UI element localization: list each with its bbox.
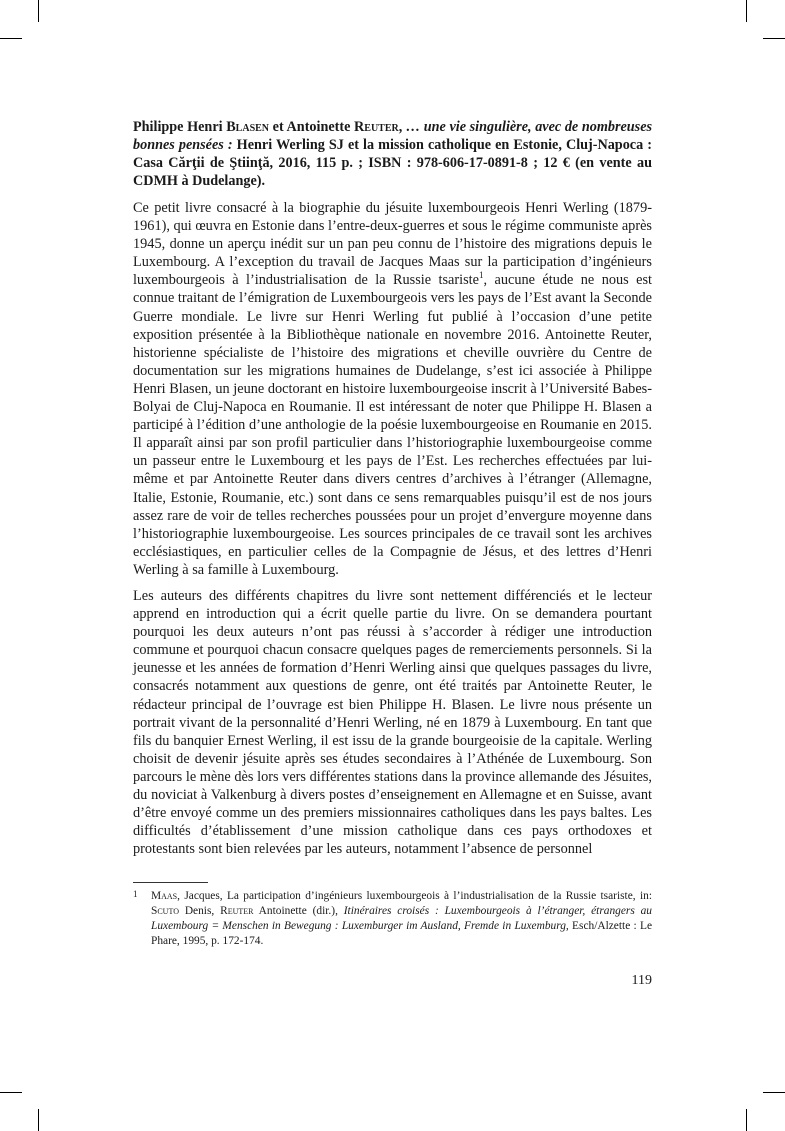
book-title: … une vie singulière, avec de nombreuses bonnes pensées : — [133, 119, 653, 153]
crop-mark — [38, 1109, 39, 1131]
page-number: 119 — [631, 973, 652, 988]
footnote-editor1: Scuto — [151, 905, 179, 917]
crop-mark — [746, 0, 747, 22]
footnote-text — [133, 889, 652, 949]
footnote-number: 1 — [133, 889, 138, 899]
footnote-author: Maas — [151, 890, 178, 902]
footnote-part4: Esch/Alzette : Le Phare, 1995, p. 172-174. — [151, 920, 652, 947]
crop-mark — [763, 38, 785, 39]
crop-mark — [38, 0, 39, 22]
crop-mark — [0, 38, 22, 39]
review-body — [133, 118, 652, 858]
author2-last: Reuter — [354, 119, 399, 135]
footnote-title: Itinéraires croisés : Luxembourgeois à l’étranger, étrangers au Luxembourg = Menschen in Bewegung : Luxemburger im Ausland, Fremde in Luxemburg, — [151, 905, 652, 932]
crop-mark — [0, 1092, 22, 1093]
crop-mark — [763, 1092, 785, 1093]
author1-first: Philippe Henri — [133, 119, 227, 135]
footnote-editor2: Reuter — [220, 905, 254, 917]
paragraph-1-text-b: , aucune étude ne nous est connue traitant de l’émigration de Luxembourgeois vers les pays de l’Est avant la Seconde Guerre mondiale. Le livre sur Henri Werling fut publié à l’occasion d’une petite exposition présentée à la Bibliothèque nationale en novembre 2016. Antoinette Reuter, historienne spécialiste de l’histoire des migrations et cheville ouvrière du Centre de documentation sur les migrations humaines de Dudelange, s’est ici associée à Philippe Henri Blasen, un jeune doctorant en histoire luxembourgeoise inscrit à l’Université Babes-Bolyai de Cluj-Napoca en Roumanie. Il est intéressant de noter que Philippe H. Blasen a participé à l’édition d’une anthologie de la poésie luxembourgeoise en Roumanie en 2015. Il apparaît ainsi par son profil particulier dans l’historiographie luxembourgeoise comme un passeur entre le Luxembourg et les pays de l’Est. Les recherches effectuées par lui-même et par Antoinette Reuter dans divers centres d’archives à l’étranger (Allemagne, Italie, Estonie, Roumanie, etc.) sont dans ce sens remarquables puisqu’il est de nos jours assez rare de voir de telles recherches poussées pour un projet d’envergure moyenne dans l’historiographie luxembourgeoise. Les sources principales de ce travail sont les archives ecclésiastiques, en particulier celles de la Compagnie de Jésus, et des lettres d’Henri Werling à sa famille à Luxembourg. — [133, 272, 652, 578]
book-details: Henri Werling SJ et la mission catholique en Estonie, Cluj-Napoca : Casa Cărţii de Ştiinţă, 2016, 115 p. ; ISBN : 978-606-17-0891-8 ; 12 € (en vente au CDMH à Dudelange). — [133, 137, 652, 189]
heading-conj: et Antoinette — [269, 119, 355, 135]
heading-sep: , — [398, 119, 406, 135]
footnote-part1: , Jacques, La participation d’ingénieurs luxembourgeois à l’industrialisation de la Russie tsariste, in: — [177, 890, 652, 902]
footnote — [133, 889, 652, 949]
author1-last: Blasen — [226, 119, 270, 135]
review-heading — [133, 118, 652, 190]
footnote-rule — [133, 882, 208, 883]
footnote-ref: 1 — [479, 270, 484, 281]
footnote-part2: Denis, — [178, 905, 221, 917]
paragraph-1-text-a: Ce petit livre consacré à la biographie du jésuite luxembourgeois Henri Werling (1879-1961), qui œuvra en Estonie dans l’entre-deux-guerres et sous le régime communiste après 1945, donne un aperçu inédit sur un pan peu connu de l’histoire des migrations depuis le Luxembourg. A l’exception du travail de Jacques Maas sur la participation d’ingénieurs luxembourgeois à l’industrialisation de la Russie tsariste — [133, 200, 652, 289]
paragraph-1 — [133, 199, 652, 579]
crop-mark — [746, 1109, 747, 1131]
paragraph-2: Les auteurs des différents chapitres du livre sont nettement différenciés et le lecteur apprend en introduction qui a écrit quelle partie du livre. On se demandera pourtant pourquoi les deux auteurs n’ont pas réussi à s’accorder à rédiger une introduction commune et pourquoi chacun consacre quelques pages de remerciements personnels. Si la jeunesse et les années de formation d’Henri Werling ainsi que quelques passages du livre, consacrés notamment aux questions de genre, ont été traités par Antoinette Reuter, le rédacteur principal de l’ouvrage est bien Philippe H. Blasen. Le livre nous présente un portrait vivant de la personnalité d’Henri Werling, né en 1879 à Luxembourg. En tant que fils du banquier Ernest Werling, il est issu de la grande bourgeoisie de la capitale. Werling choisit de devenir jésuite après ses études secondaires à l’Athénée de Luxembourg. Son parcours le mène dès lors vers différentes stations dans la province allemande des Jésuites, du noviciat à Valkenburg à divers postes d’enseignement en Allemagne et en Suisse, avant d’être envoyé comme un des premiers missionnaires catholiques dans les pays baltes. Les difficultés d’établissement d’une mission catholique dans ces pays orthodoxes et protestants sont bien relevées par les auteurs, notamment l’absence de personnel — [133, 587, 652, 858]
footnote-part3: Antoinette (dir.), — [253, 905, 344, 917]
